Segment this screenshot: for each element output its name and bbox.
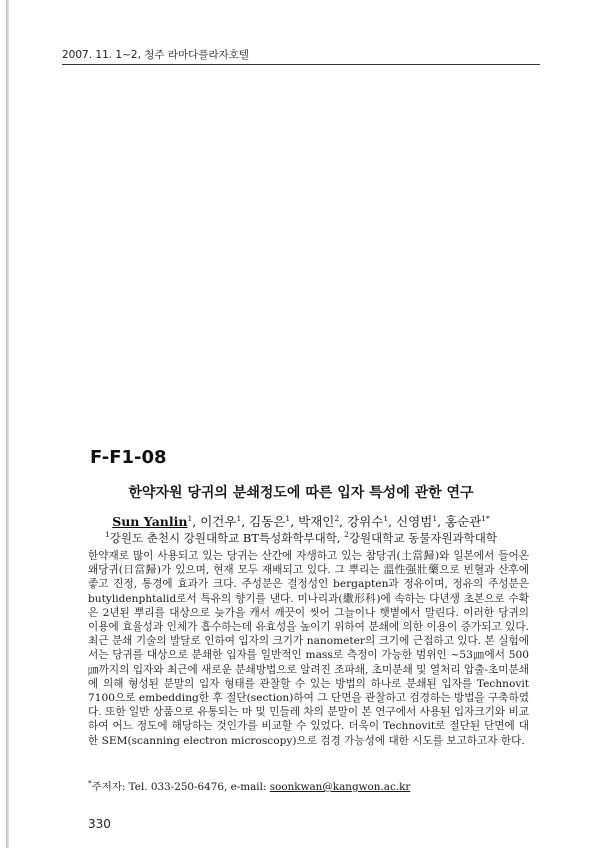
author: 박재인 [298, 514, 335, 529]
author: 강위수 [347, 514, 384, 529]
lead-author: Sun Yanlin [112, 514, 188, 529]
paper-code: F-F1-08 [90, 447, 167, 468]
header-rule [62, 64, 540, 65]
paper-title: 한약자원 당귀의 분쇄정도에 따른 입자 특성에 관한 연구 [128, 485, 474, 501]
affiliation-sup: 1 [104, 530, 110, 540]
author: 홍순관 [445, 514, 482, 529]
author: 이건우 [200, 514, 237, 529]
corresponding-author-footnote [88, 778, 529, 793]
footnote-mark: * [88, 778, 92, 788]
author: 신영범 [396, 514, 433, 529]
affiliation-2: 강원대학교 동물자원과학대학 [348, 531, 497, 545]
author-sup: 1 [236, 513, 242, 523]
author-sup: 1 [187, 513, 193, 523]
page-number: 330 [88, 817, 111, 831]
email-link[interactable]: soonkwan@kangwon.ac.kr [269, 781, 411, 793]
author-sup: 1 [285, 513, 291, 523]
author-sup: 1 [432, 513, 438, 523]
affiliations [62, 530, 540, 546]
abstract-body: 한약재로 많이 사용되고 있는 당귀는 산간에 자생하고 있는 참당귀(土當歸)와 일본에서 들어온 왜당귀(日當歸)가 있으며, 현재 모두 재배되고 있다. 그 뿌리는 溫性强壯藥으로 빈혈과 산후에 좋고 진정, 통경에 효과가 크다. 주성분은 결정성인 bergapten과 정유이며, 정유의 주성분은 butylidenphtalid로서 특유의 향기를 낸다. 미나리과(繖形科)에 속하는 다년생 초본으로 수확은 2년된 뿌리를 대상으로 늦가을 캐서 깨끗이 씻어 그늘이나 햇볕에서 말린다. 이러한 당귀의 이용에 효율성과 인체가 흡수하는데 유효성을 높이기 위하여 분쇄에 의한 이용이 증가되고 있다. 최근 분쇄 기술의 발달로 인하여 입자의 크기가 nanometer의 크기에 근접하고 있다. 본 실험에서는 당귀를 대상으로 분쇄한 입자를 일반적인 mass로 측정이 가능한 범위인 ~53㎛에서 500㎛까지의 입자와 최근에 새로운 분쇄방법으로 알려진 조파쇄, 초미분쇄 및 열처리 압출-초미분쇄에 의해 형성된 분말의 입자 형태를 관찰할 수 있는 방법의 하나로 분쇄된 입자를 Technovit 7100으로 embedding한 후 절단(section)하여 그 단면을 관찰하고 검경하는 방법을 구축하였다. 또한 일반 상품으로 유통되는 마 및 민들레 차의 분말이 본 연구에서 사용된 입자크기와 비교하여 어느 정도에 해당하는 것인가를 비교할 수 있었다. 더욱이 Technovit로 절단된 단면에 대한 SEM(scanning electron microscopy)으로 검경 가능성에 대한 시도를 보고하고자 한다. [88, 550, 529, 747]
affiliation-1: 강원도 춘천시 강원대학교 BT특성화학부대학, [109, 531, 341, 545]
author-list: Sun Yanlin$^1$, 이건우$^1$, 김동은$^1$, 박재인$^2$, 강위수$^1$, 신영범$^1$, 홍순관$^{1*}$ [112, 513, 490, 529]
footnote-text: 주저자: Tel. 033-250-6476, e-mail: [91, 781, 270, 793]
author: 김동은 [249, 514, 286, 529]
affiliation-sup: 2 [344, 530, 349, 540]
author-sup: 2 [334, 513, 340, 523]
author-sup: 1 [383, 513, 389, 523]
page-binding-edge [6, 0, 9, 848]
running-header: 2007. 11. 1~2, 청주 라마다플라자호텔 [62, 49, 250, 61]
author-sup: 1* [481, 513, 490, 523]
